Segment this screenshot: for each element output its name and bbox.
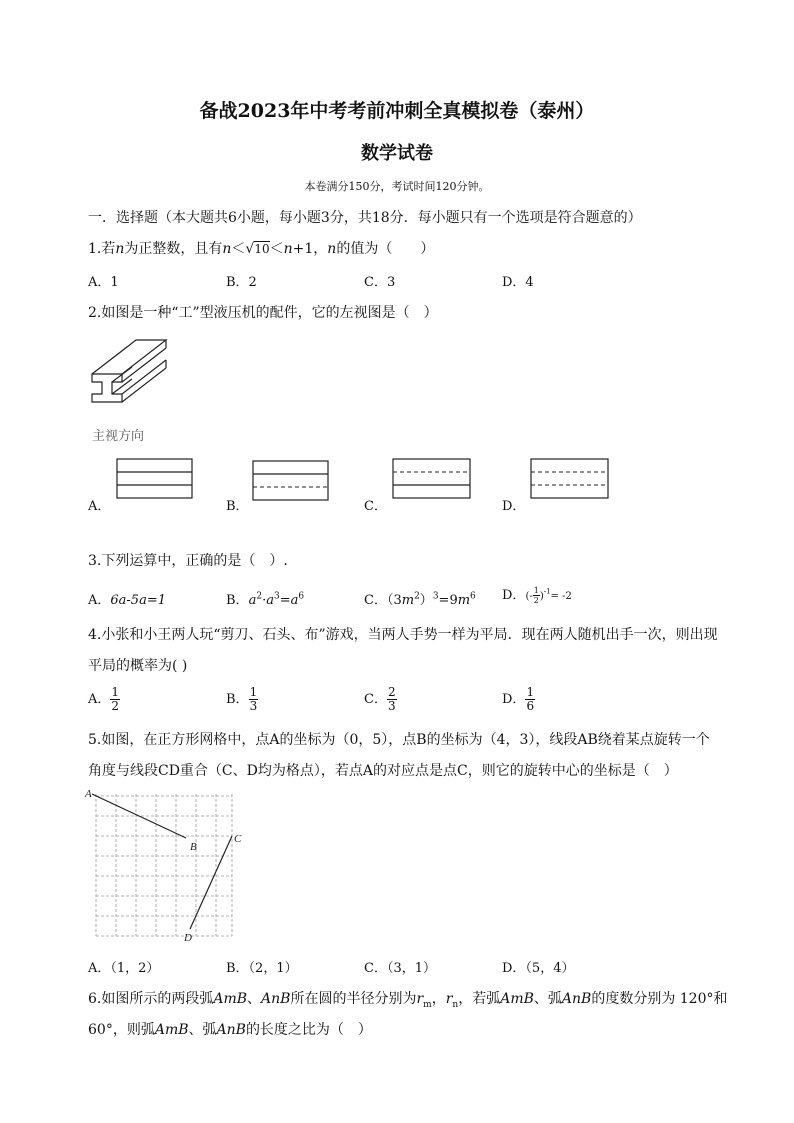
q3-d-num: 1 [533,586,539,595]
q5-option-d[interactable]: D．（5，4） [502,961,575,976]
q4-num-b: 1 [249,685,258,699]
q3-option-b[interactable] [226,589,304,608]
q5-option-a[interactable]: A．（1，2） [88,961,160,976]
q6-sub-n: n [452,999,459,1010]
q4-num-d: 1 [526,685,535,699]
q3-expr-a: 6a-5a=1 [110,593,166,608]
hydraulic-part-figure [88,336,170,414]
q3-c-exp2: 2 [414,591,420,602]
point-a-label: A [85,788,92,800]
q4-fraction-a [110,686,120,713]
q5-option-c[interactable]: C．（3，1） [364,961,436,976]
question-4-line-2: 平局的概率为( ) [88,658,188,674]
q1-var-n-2: n [222,241,232,257]
q3-b-exp2: 2 [256,591,263,602]
q3-d-rhs: = -2 [550,591,572,602]
q4-fraction-b [249,686,259,713]
q4-fraction-d [525,686,535,713]
question-6-line-1 [88,988,728,1010]
q3-c-var: m [401,593,415,608]
q6-arc-amb-2: AmB [500,991,534,1007]
q6-text-5: 的度数分别为 120°和 [591,991,728,1007]
q6-r-m: r [416,991,424,1007]
q1-text-5: +1， [292,241,328,257]
exam-subtitle: 数学试卷 [361,143,433,164]
q4-num-c: 2 [387,685,396,699]
q1-option-a[interactable]: A．1 [88,275,119,290]
q6-arc-amb-3: AmB [154,1022,189,1038]
q4-den-a: 2 [111,699,120,713]
q3-c-var2: m [457,593,471,608]
q3-b-base: a [248,593,257,608]
q3-option-d[interactable] [502,584,572,605]
q4-den-b: 3 [249,699,258,713]
q1-option-b[interactable]: B．2 [226,275,257,290]
q2-option-d-label[interactable]: D． [502,499,526,514]
q4-option-d[interactable] [502,686,535,713]
q6-arc-anb: AnB [261,991,291,1007]
sqrt-sign: √ [245,241,255,257]
point-c-label: C [234,833,242,845]
grid-figure [84,786,244,946]
q6-line2-c: 的长度之比为（ ） [245,1022,372,1038]
q2-option-c-label[interactable]: C． [364,499,387,514]
question-5-line-1: 5.如图，在正方形网格中，点A的坐标为（0，5），点B的坐标为（4，3），线段AB绕着某点旋转一个 [88,732,710,748]
q3-d-close: ) [539,591,544,602]
q3-option-c[interactable] [364,589,476,608]
q4-label-a: A． [88,692,111,707]
question-4-line-1: 4.小张和小王两人玩“剪刀、石头、布”游戏，当两人手势一样为平局．现在两人随机出手一次，则出现 [88,627,718,643]
point-d-label: D [184,932,192,944]
q6-arc-amb: AmB [213,991,248,1007]
q1-text-6: 的值为（ ） [336,241,435,257]
q2-option-b-label[interactable]: B． [226,499,249,514]
question-6-line-2 [88,1019,372,1039]
q3-c-exp6: 6 [470,591,476,602]
q4-option-a[interactable] [88,686,120,713]
q4-label-c: C． [364,692,387,707]
q3-option-a[interactable] [88,589,166,608]
q2-option-d-figure[interactable] [530,458,610,500]
q4-option-b[interactable] [226,686,258,713]
q1-lt-2: ＜ [269,241,284,257]
q3-label-b: B． [226,593,249,608]
q3-d-open: (- [525,591,533,602]
q1-lt-1: ＜ [231,241,246,257]
q3-b-eq: =a [279,593,299,608]
question-5-line-2: 角度与线段CD重合（C、D均为格点），若点A的对应点是点C，则它的旋转中心的坐标是（ ） [88,763,678,779]
q3-label-d: D． [502,588,526,603]
q1-var-n-4: n [327,241,337,257]
q3-b-exp3: 3 [273,591,280,602]
q4-option-c[interactable] [364,686,397,713]
q6-sub-m: m [423,999,432,1010]
q2-option-a-label[interactable]: A． [88,499,111,514]
question-1-stem [88,238,434,258]
question-2-stem: 2.如图是一种“工”型液压机的配件，它的左视图是（ ） [88,305,438,321]
q6-arc-anb-3: AnB [216,1022,246,1038]
q2-option-b-figure[interactable] [252,460,330,502]
section-heading: 一．选择题（本大题共6小题，每小题3分，共18分．每小题只有一个选项是符合题意的） [88,210,642,226]
q3-c-exp3: 3 [432,591,439,602]
q6-text-1: 6.如图所示的两段弧 [88,991,214,1007]
q4-label-b: B． [226,692,249,707]
q1-var-n-3: n [283,241,293,257]
q2-option-c-figure[interactable] [392,458,472,500]
exam-note: 本卷满分150分，考试时间120分钟。 [304,180,490,193]
q6-line2-b: 、弧 [188,1022,217,1038]
q1-option-d[interactable]: D．4 [502,275,534,290]
q3-c-eq: =9 [438,593,458,608]
q6-arc-anb-2: AnB [561,991,592,1007]
question-3-stem: 3.下列运算中，正确的是（ ）. [88,553,288,569]
q3-label-a: A． [88,593,111,608]
q4-num-a: 1 [111,685,120,699]
q6-sep-1: 、 [247,991,262,1007]
point-b-label: B [190,841,197,853]
q6-text-4: 、弧 [533,991,562,1007]
q3-label-c: C． [364,593,387,608]
q4-den-d: 6 [526,699,535,713]
q6-line2-a: 60°，则弧 [88,1022,155,1038]
q3-d-fraction [533,586,540,605]
q5-option-b[interactable]: B．（2，1） [226,961,298,976]
exam-title: 备战2023年中考考前冲刺全真模拟卷（泰州） [199,100,595,122]
q4-fraction-c [387,686,397,713]
q1-var-n: n [115,241,125,257]
q3-b-mid: ·a [262,593,274,608]
q1-text-2: 为正整数，且有 [124,241,223,257]
q2-option-a-figure[interactable] [116,458,194,500]
sqrt-argument: 10 [254,242,270,256]
q6-text-3: ，若弧 [458,991,501,1007]
q3-c-close: ） [419,593,433,608]
q6-r-n: r [445,991,453,1007]
q6-comma: ， [431,991,446,1007]
q6-text-2: 所在圆的半径分别为 [290,991,417,1007]
q1-option-c[interactable]: C．3 [364,275,396,290]
view-direction-label: 主视方向 [92,429,145,444]
q1-text-1: 1.若 [88,241,116,257]
q3-d-exp: -1 [543,587,551,596]
q3-c-open: （3 [386,593,402,608]
q3-d-den: 2 [533,596,539,605]
q3-b-exp6: 6 [298,591,305,602]
q4-den-c: 3 [387,699,396,713]
q4-label-d: D． [502,692,526,707]
